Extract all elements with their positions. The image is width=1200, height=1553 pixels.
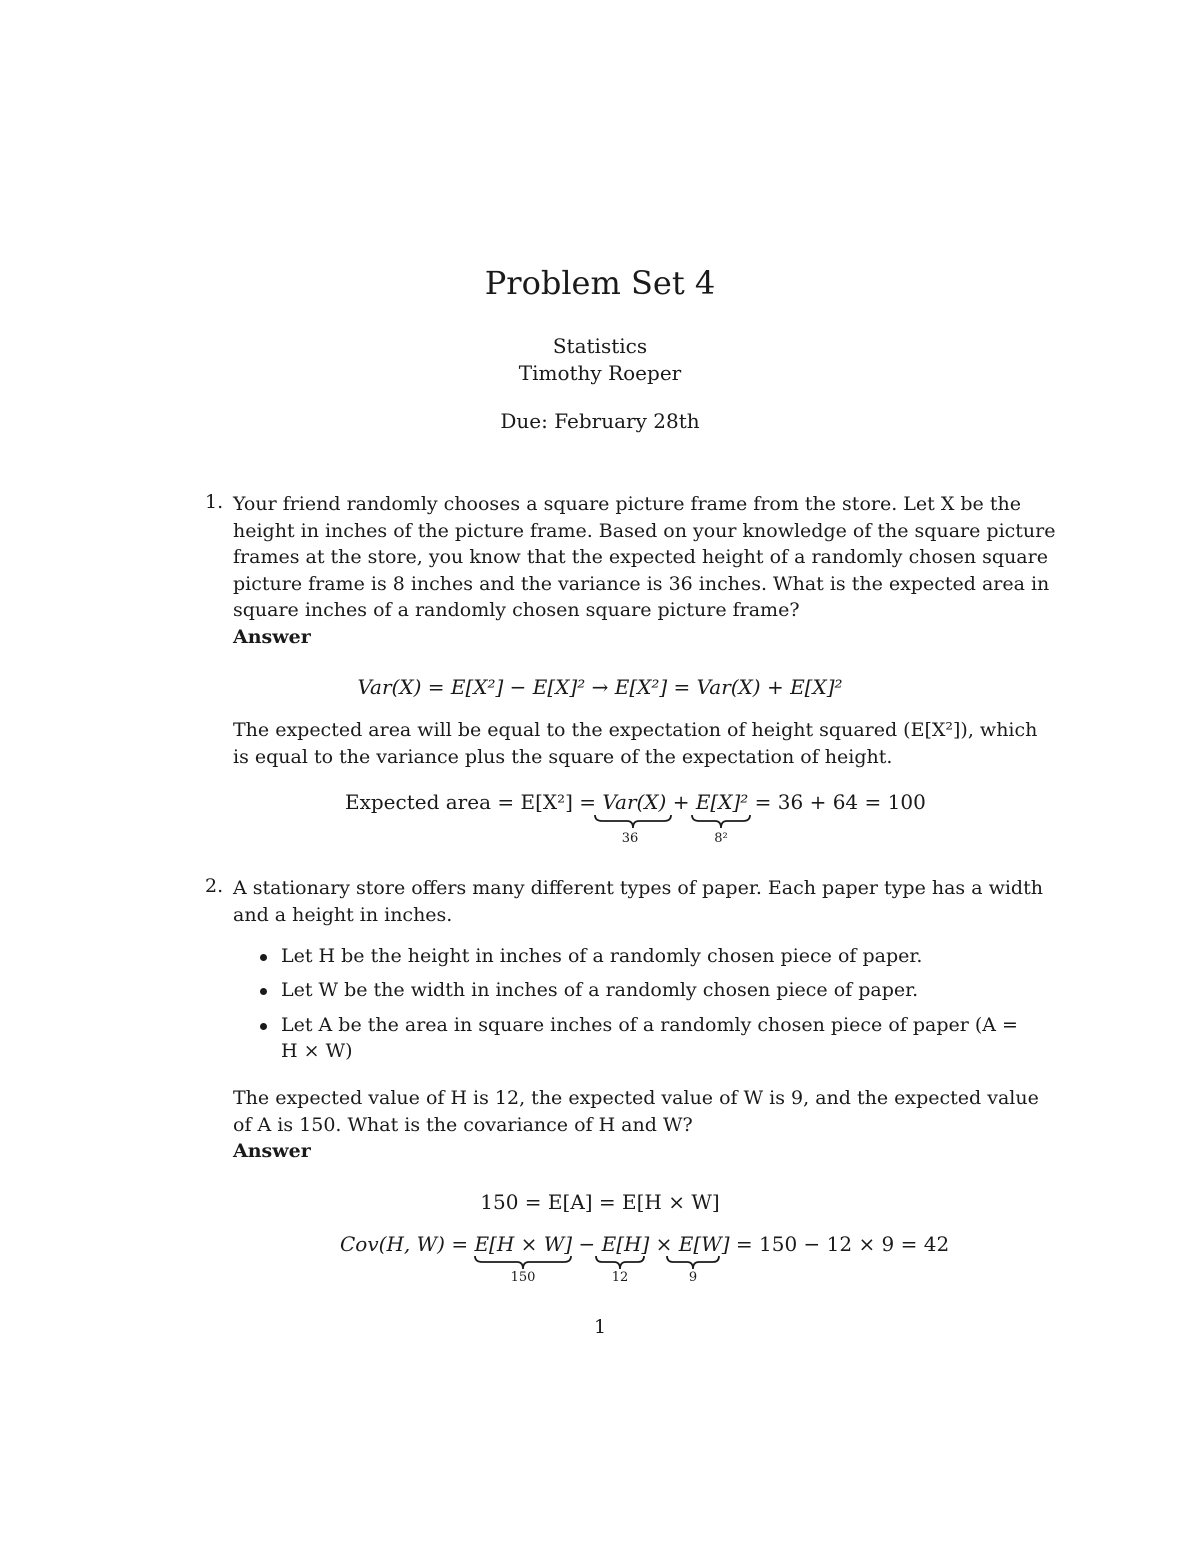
problem-1-explanation xyxy=(233,717,1038,770)
author-line: Timothy Roeper xyxy=(518,361,682,385)
problem-1-line: height in inches of the picture frame. Based on your knowledge of the square picture xyxy=(233,519,1056,542)
underbrace-label-9: 9 xyxy=(688,1270,698,1285)
eq2-suffix: = 36 + 64 = 100 xyxy=(748,790,926,814)
bullet-item-height: Let H be the height in inches of a randomly chosen piece of paper. xyxy=(281,945,923,967)
problem-1-answer-label: Answer xyxy=(233,625,311,648)
due-date: Due: February 28th xyxy=(500,409,700,433)
page-number: 1 xyxy=(593,1316,607,1338)
bullet-dot xyxy=(260,988,267,995)
document-title: Problem Set 4 xyxy=(484,264,716,302)
problem-2-line: and a height in inches. xyxy=(233,903,453,926)
problem-2-question xyxy=(233,1085,1039,1165)
eq2-term-mean-squared: E[X]² xyxy=(695,790,749,814)
cov-term-expectation-product: E[H × W] xyxy=(474,1232,573,1256)
explanation-line: The expected area will be equal to the expectation of height squared (E[X²]), which xyxy=(233,719,1038,741)
question-line: of A is 150. What is the covariance of H and W? xyxy=(233,1113,693,1136)
underbrace-label-8-squared: 8² xyxy=(714,831,728,846)
bullet-item-area: Let A be the area in square inches of a randomly chosen piece of paper (A = xyxy=(281,1014,1018,1036)
cov-times: × xyxy=(649,1232,679,1256)
problem-1-line: square inches of a randomly chosen square picture frame? xyxy=(233,599,800,621)
bullet-item-area-cont: H × W) xyxy=(281,1040,353,1062)
problem-1-line: frames at the store, you know that the expected height of a randomly chosen square xyxy=(233,546,1048,568)
cov-suffix: = 150 − 12 × 9 = 42 xyxy=(729,1232,950,1256)
cov-minus: − xyxy=(572,1232,602,1256)
problem-2-answer-label: Answer xyxy=(233,1140,311,1162)
problem-1-line: Your friend randomly chooses a square picture frame from the store. Let X be the xyxy=(233,493,1021,515)
problem-2-equation-2 xyxy=(340,1232,949,1256)
underbrace-ehw xyxy=(474,1255,572,1271)
underbrace-var xyxy=(594,814,672,830)
problem-2-line: A stationary store offers many different types of paper. Each paper type has a width xyxy=(233,877,1043,899)
underbrace-mean xyxy=(691,814,751,830)
underbrace-label-150: 150 xyxy=(510,1270,536,1285)
eq2-term-var: Var(X) xyxy=(602,790,667,814)
underbrace-eh xyxy=(595,1255,645,1271)
bullet-dot xyxy=(260,954,267,961)
explanation-line: is equal to the variance plus the square of the expectation of height. xyxy=(233,745,893,768)
problem-1-number: 1. xyxy=(205,491,224,513)
problem-2-number: 2. xyxy=(205,875,224,897)
underbrace-label-36: 36 xyxy=(621,831,639,846)
question-line: The expected value of H is 12, the expected value of W is 9, and the expected value xyxy=(233,1087,1039,1109)
problem-2-equation-1: 150 = E[A] = E[H × W] xyxy=(480,1190,720,1214)
eq2-plus: + xyxy=(666,790,696,814)
problem-1-text xyxy=(233,491,1056,650)
problem-1-equation-1: Var(X) = E[X²] − E[X]² → E[X²] = Var(X) + E[X]² xyxy=(357,675,843,699)
subject-line: Statistics xyxy=(552,334,648,358)
eq2-prefix: Expected area = E[X²] = xyxy=(345,790,603,814)
underbrace-ew xyxy=(666,1255,720,1271)
problem-2-text xyxy=(233,875,1043,928)
cov-prefix: Cov(H, W) = xyxy=(340,1232,475,1256)
problem-1-line: picture frame is 8 inches and the variance is 36 inches. What is the expected area in xyxy=(233,572,1050,595)
underbrace-label-12: 12 xyxy=(611,1270,629,1285)
problem-1-equation-2 xyxy=(345,790,926,814)
cov-term-ew: E[W] xyxy=(678,1232,730,1256)
bullet-item-width: Let W be the width in inches of a randomly chosen piece of paper. xyxy=(281,979,919,1001)
cov-term-eh: E[H] xyxy=(601,1232,650,1256)
bullet-dot xyxy=(260,1023,267,1030)
